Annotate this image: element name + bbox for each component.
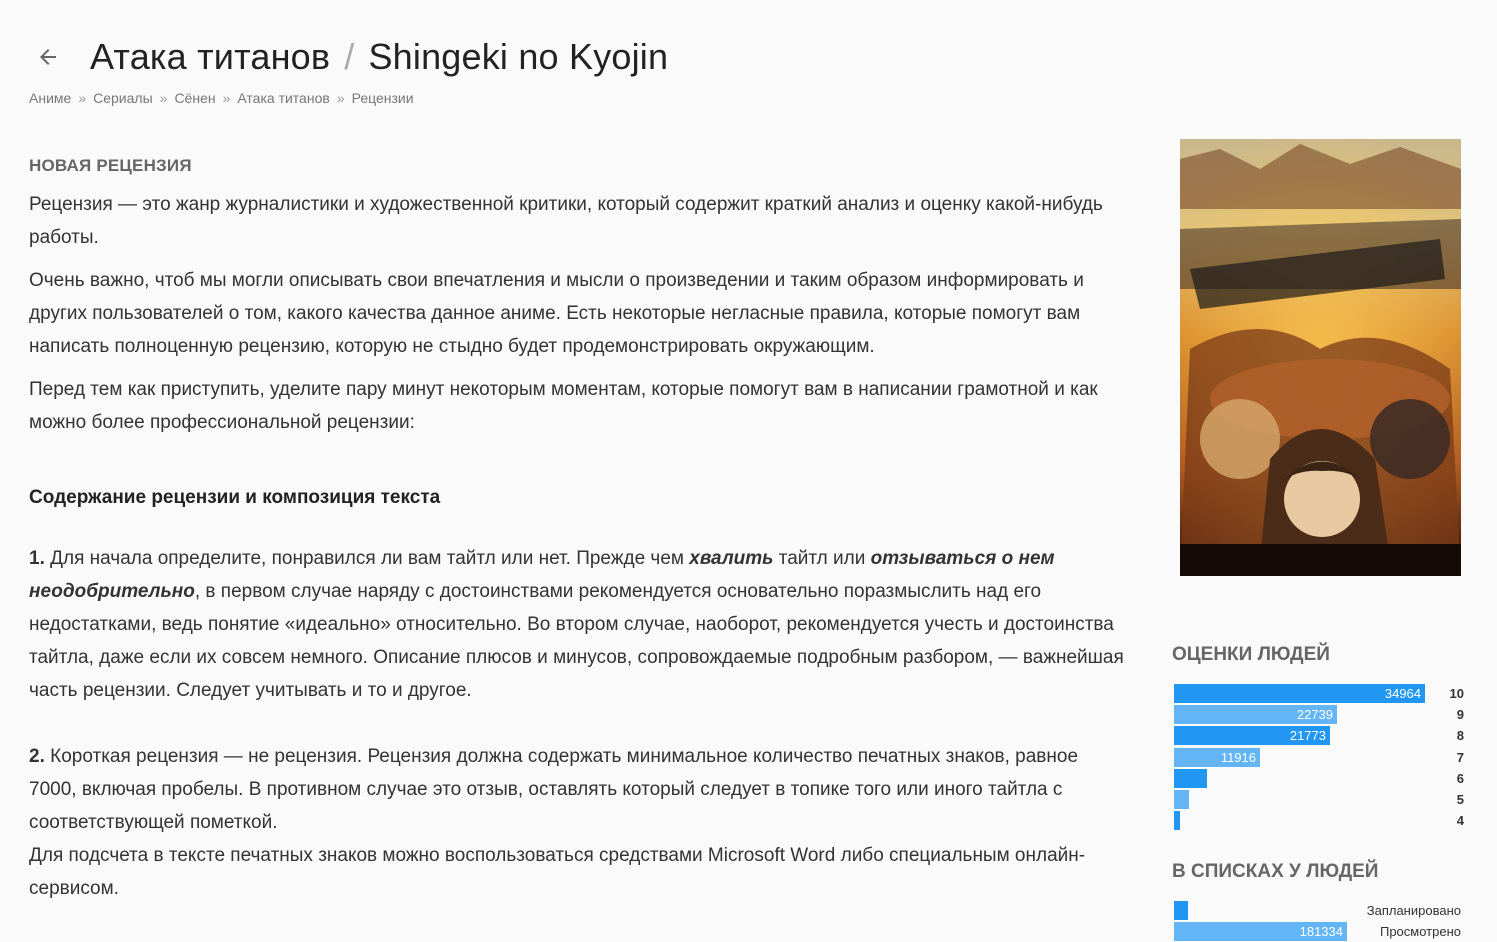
intro-paragraph: Рецензия — это жанр журналистики и художественной критики, который содержит краткий анализ и оценку какой-нибудь работы. (29, 194, 1103, 248)
intro-paragraph: Очень важно, чтоб мы могли описывать свои впечатления и мысли о произведении и таким образом информировать и других пользователей о том, какого качества данное аниме. Есть некоторые негласные правила, которые помогут вам написать полноценную рецензию, которую не стыдно будет продемонстрировать окружающим. (29, 270, 1084, 357)
rating-row (1174, 810, 1464, 831)
page-header (28, 36, 668, 78)
list-label: Просмотрено (1379, 924, 1461, 939)
breadcrumb-separator: » (336, 90, 345, 106)
back-button[interactable] (28, 37, 68, 77)
rating-bar (1174, 811, 1180, 830)
rating-bar (1174, 790, 1189, 809)
list-label: Запланировано (1366, 903, 1461, 918)
title-ru: Атака титанов (90, 36, 331, 77)
section-heading: Содержание рецензии и композиция текста (29, 487, 441, 508)
item-text: Короткая рецензия — не рецензия. Рецензия должна содержать минимальное количество печатных знаков, равное 7000, включая пробелы. В противном случае это отзыв, оставлять который следует в топике того или иного тайтла с соответствующей пометкой. (29, 746, 1079, 833)
rating-row (1174, 747, 1464, 768)
poster-image (1180, 139, 1461, 576)
emphasis-text: хвалить (689, 548, 774, 569)
emphasis-text: отзываться о нем неодобрительно (29, 548, 1055, 602)
rule-item-1 (29, 542, 1129, 707)
item-text: тайтл или (773, 548, 871, 569)
title-original: Shingeki no Kyojin (368, 36, 669, 77)
anime-poster[interactable] (1180, 139, 1461, 576)
rating-row (1174, 768, 1464, 789)
lists-title: В СПИСКАХ У ЛЮДЕЙ (1172, 861, 1379, 882)
new-review-label: НОВАЯ РЕЦЕНЗИЯ (29, 156, 192, 175)
breadcrumb-separator: » (78, 90, 87, 106)
list-row (1174, 921, 1464, 942)
lists-chart (1174, 900, 1464, 942)
item-number: 2. (29, 746, 45, 767)
ratings-chart (1174, 683, 1464, 831)
rating-row (1174, 683, 1464, 704)
rating-score: 9 (1456, 707, 1464, 723)
rating-bar (1174, 769, 1207, 788)
item-text: , в первом случае наряду с достоинствами рекомендуется основательно поразмыслить над его недостатками, ведь понятие «идеально» относительно. Во втором случае, наоборот, рекомендуется учесть и достоинства тайтла, даже если их совсем немного. Описание плюсов и минусов, сопровождаемые подробным разбором, — важнейшая часть рецензии. Следует учитывать и то и другое. (29, 581, 1124, 701)
rule-item-2-note: Для подсчета в тексте печатных знаков можно воспользоваться средствами Microsoft Word либо специальным онлайн-сервисом. (29, 845, 1086, 899)
rating-bar: 22739 (1174, 705, 1337, 724)
item-text: Для начала определите, понравился ли вам тайтл или нет. Прежде чем (44, 548, 690, 569)
rating-bar: 11916 (1174, 748, 1260, 767)
review-content (29, 156, 1129, 915)
rating-row (1174, 789, 1464, 810)
item-number: 1. (29, 548, 45, 569)
rating-score: 4 (1456, 813, 1464, 829)
breadcrumb-reviews[interactable]: Рецензии (351, 90, 414, 106)
breadcrumb-shonen[interactable]: Сёнен (174, 90, 216, 106)
rating-score: 6 (1456, 770, 1464, 786)
arrow-left-icon (36, 45, 60, 69)
list-bar: 181334 (1174, 922, 1347, 941)
list-bar (1174, 901, 1188, 920)
rule-item-2 (29, 740, 1129, 839)
intro-paragraph: Перед тем как приступить, уделите пару минут некоторым моментам, которые помогут вам в написании грамотной и как можно более профессиональной рецензии: (29, 379, 1098, 433)
rating-score: 5 (1456, 791, 1464, 807)
ratings-title: ОЦЕНКИ ЛЮДЕЙ (1172, 644, 1330, 665)
rating-bar: 21773 (1174, 726, 1330, 745)
rating-score: 7 (1456, 749, 1464, 765)
rating-bar: 34964 (1174, 684, 1425, 703)
breadcrumb-title[interactable]: Атака титанов (237, 90, 330, 106)
rating-row (1174, 704, 1464, 725)
breadcrumb (29, 90, 414, 106)
rating-score: 8 (1456, 728, 1464, 744)
page-title (90, 36, 668, 78)
breadcrumb-separator: » (222, 90, 231, 106)
rating-row (1174, 725, 1464, 746)
breadcrumb-separator: » (159, 90, 168, 106)
breadcrumb-anime[interactable]: Аниме (29, 90, 72, 106)
list-row (1174, 900, 1464, 921)
title-separator: / (344, 36, 355, 77)
breadcrumb-series[interactable]: Сериалы (93, 90, 153, 106)
rating-score: 10 (1449, 686, 1464, 701)
